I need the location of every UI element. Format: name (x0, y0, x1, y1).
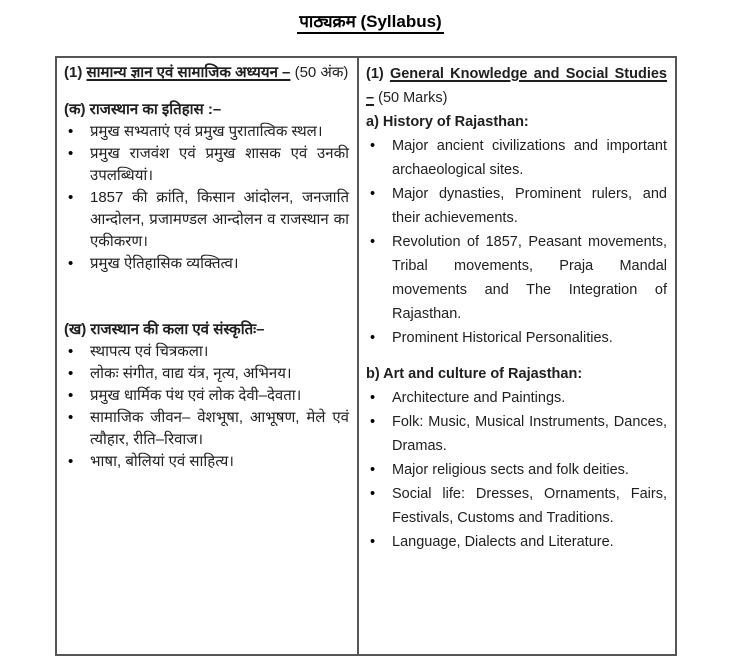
list-item (64, 385, 349, 407)
list-item-text: Folk: Music, Musical Instruments, Dances, Dramas. (392, 414, 667, 454)
bullet-list-history-english (366, 134, 667, 350)
bullet-list-art-english (366, 386, 667, 554)
list-item (64, 143, 349, 187)
list-item-text: Major religious sects and folk deities. (392, 462, 629, 478)
bullet-icon: • (68, 123, 74, 140)
list-item-text: Prominent Historical Personalities. (392, 330, 613, 346)
bullet-icon: • (68, 365, 74, 382)
list-item-text: लोकः संगीत, वाद्य यंत्र, नृत्य, अभिनय। (90, 365, 292, 382)
list-item-text: प्रमुख ऐतिहासिक व्यक्तित्व। (90, 255, 239, 272)
list-item-text: सामाजिक जीवन– वेशभूषा, आभूषण, मेले एवं त्यौहार, रीति–रिवाज। (90, 409, 349, 448)
list-item-text: 1857 की क्रांति, किसान आंदोलन, जनजाति आन्दोलन, प्रजामण्डल आन्दोलन व राजस्थान का एकीकरण। (90, 189, 349, 250)
list-item-text: Major ancient civilizations and important archaeological sites. (392, 138, 667, 178)
list-item (64, 407, 349, 451)
list-item (366, 230, 667, 326)
bullet-icon: • (370, 234, 376, 250)
bullet-icon: • (370, 486, 376, 502)
list-item (366, 458, 667, 482)
list-item-text: Revolution of 1857, Peasant movements, Tribal movements, Praja Mandal movements and The Integration of Rajasthan. (392, 234, 667, 322)
list-item-text: Architecture and Paintings. (392, 390, 566, 406)
column-heading-english (366, 62, 667, 110)
list-item-text: प्रमुख सभ्यताएं एवं प्रमुख पुरातात्विक स्थल। (90, 123, 323, 140)
heading-marks: (50 अंक) (294, 64, 349, 81)
section-heading-history-english: a) History of Rajasthan: (366, 114, 529, 130)
list-item (366, 326, 667, 350)
list-item-text: भाषा, बोलियां एवं साहित्य। (90, 453, 234, 470)
list-item (64, 341, 349, 363)
bullet-icon: • (370, 186, 376, 202)
section-heading-art-hindi: (ख) राजस्थान की कला एवं संस्कृतिः– (64, 321, 265, 338)
list-item (64, 187, 349, 253)
list-item-text: Language, Dialects and Literature. (392, 534, 614, 550)
bullet-icon: • (370, 414, 376, 430)
page-title-text: पाठ्यक्रम (Syllabus) (297, 12, 443, 34)
list-item (366, 134, 667, 182)
heading-title: सामान्य ज्ञान एवं सामाजिक अध्ययन – (86, 64, 291, 81)
bullet-icon: • (68, 453, 74, 470)
list-item-text: प्रमुख धार्मिक पंथ एवं लोक देवी–देवता। (90, 387, 302, 404)
list-item (366, 530, 667, 554)
list-item-text: Major dynasties, Prominent rulers, and their achievements. (392, 186, 667, 226)
bullet-icon: • (68, 145, 74, 162)
section-heading-history-hindi: (क) राजस्थान का इतिहास :– (64, 101, 222, 118)
column-english (357, 58, 675, 654)
list-item (366, 182, 667, 230)
bullet-icon: • (370, 534, 376, 550)
list-item (366, 386, 667, 410)
column-hindi (57, 58, 357, 654)
list-item (64, 121, 349, 143)
list-item (64, 253, 349, 275)
bullet-icon: • (370, 390, 376, 406)
list-item (64, 363, 349, 385)
syllabus-table (55, 56, 677, 656)
list-item (366, 482, 667, 530)
heading-number: (1) (366, 66, 384, 82)
list-item-text: प्रमुख राजवंश एवं प्रमुख शासक एवं उनकी उपलब्धियां। (90, 145, 349, 184)
bullet-icon: • (370, 330, 376, 346)
heading-title: General Knowledge and Social Studies – (366, 66, 667, 106)
page-title (0, 9, 741, 32)
bullet-icon: • (68, 189, 74, 206)
bullet-list-history-hindi (64, 121, 349, 275)
list-item-text: स्थापत्य एवं चित्रकला। (90, 343, 209, 360)
list-item-text: Social life: Dresses, Ornaments, Fairs, Festivals, Customs and Traditions. (392, 486, 667, 526)
list-item (64, 451, 349, 473)
bullet-icon: • (68, 255, 74, 272)
section-heading-art-english: b) Art and culture of Rajasthan: (366, 366, 583, 382)
heading-marks: (50 Marks) (378, 90, 448, 106)
bullet-icon: • (370, 462, 376, 478)
bullet-icon: • (370, 138, 376, 154)
column-heading-hindi (64, 62, 349, 84)
bullet-icon: • (68, 343, 74, 360)
bullet-icon: • (68, 409, 74, 426)
bullet-list-art-hindi (64, 341, 349, 473)
heading-number: (1) (64, 64, 83, 81)
bullet-icon: • (68, 387, 74, 404)
list-item (366, 410, 667, 458)
